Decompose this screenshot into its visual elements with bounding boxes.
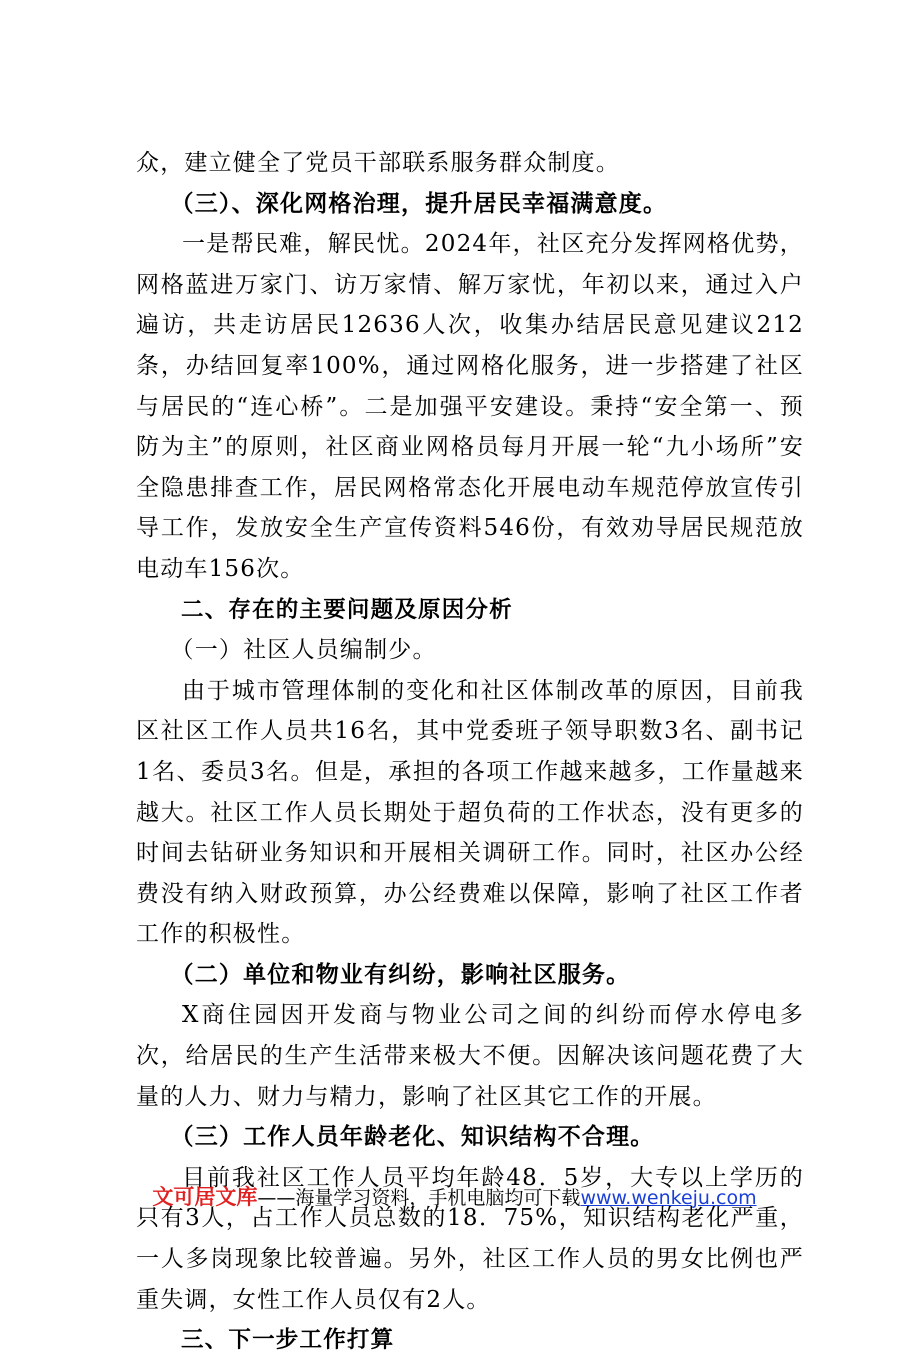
paragraph-property-dispute: X商住园因开发商与物业公司之间的纠纷而停水停电多次，给居民的生产生活带来极大不便。因解决该问题花费了大量的人力、财力与精力，影响了社区其它工作的开展。 (136, 1002, 804, 1110)
document-body (136, 143, 804, 1361)
subheading-grid-governance: （三）、深化网格治理，提升居民幸福满意度。 (170, 189, 668, 217)
section-heading-problems: 二、存在的主要问题及原因分析 (181, 596, 513, 623)
footer-brand: 文可居文库 (152, 1185, 258, 1209)
paragraph-continuation: 众，建立健全了党员干部联系服务群众制度。 (136, 150, 620, 176)
paragraph-aging-staff: 目前我社区工作人员平均年龄48．5岁，大专以上学历的只有3人，占工作人员总数的18．75%，知识结构老化严重，一人多岗现象比较普遍。另外，社区工作人员的男女比例也严重失调，女性工作人员仅有2人。 (136, 1164, 804, 1313)
subheading-staffing: （一）社区人员编制少。 (170, 637, 437, 664)
paragraph-staffing: 由于城市管理体制的变化和社区体制改革的原因，目前我区社区工作人员共16名，其中党委班子领导职数3名、副书记1名、委员3名。但是，承担的各项工作越来越多，工作量越来越大。社区工作人员长期处于超负荷的工作状态，没有更多的时间去钻研业务知识和开展相关调研工作。同时，社区办公经费没有纳入财政预算，办公经费难以保障，影响了社区工作者工作的积极性。 (136, 677, 804, 948)
footer-url-link[interactable]: www.wenkeju.com (580, 1187, 757, 1209)
footer-slogan: ——海量学习资料，手机电脑均可下载 (257, 1187, 581, 1209)
subheading-property-dispute: （二）单位和物业有纠纷，影响社区服务。 (170, 960, 631, 988)
footer-banner (0, 1183, 909, 1212)
paragraph-grid-governance: 一是帮民难，解民忧。2024年，社区充分发挥网格优势，网格蓝进万家门、访万家情、解万家忧，年初以来，通过入户遍访，共走访居民12636人次，收集办结居民意见建议212条，办结回复率100%，通过网格化服务，进一步搭建了社区与居民的“连心桥”。二是加强平安建设。秉持“安全第一、预防为主”的原则，社区商业网格员每月开展一轮“九小场所”安全隐患排查工作，居民网格常态化开展电动车规范停放宣传引导工作，发放安全生产宣传资料546份，有效劝导居民规范放电动车156次。 (136, 231, 804, 582)
subheading-aging-staff: （三）工作人员年龄老化、知识结构不合理。 (170, 1123, 655, 1151)
section-heading-next-steps: 三、下一步工作打算 (181, 1327, 395, 1354)
